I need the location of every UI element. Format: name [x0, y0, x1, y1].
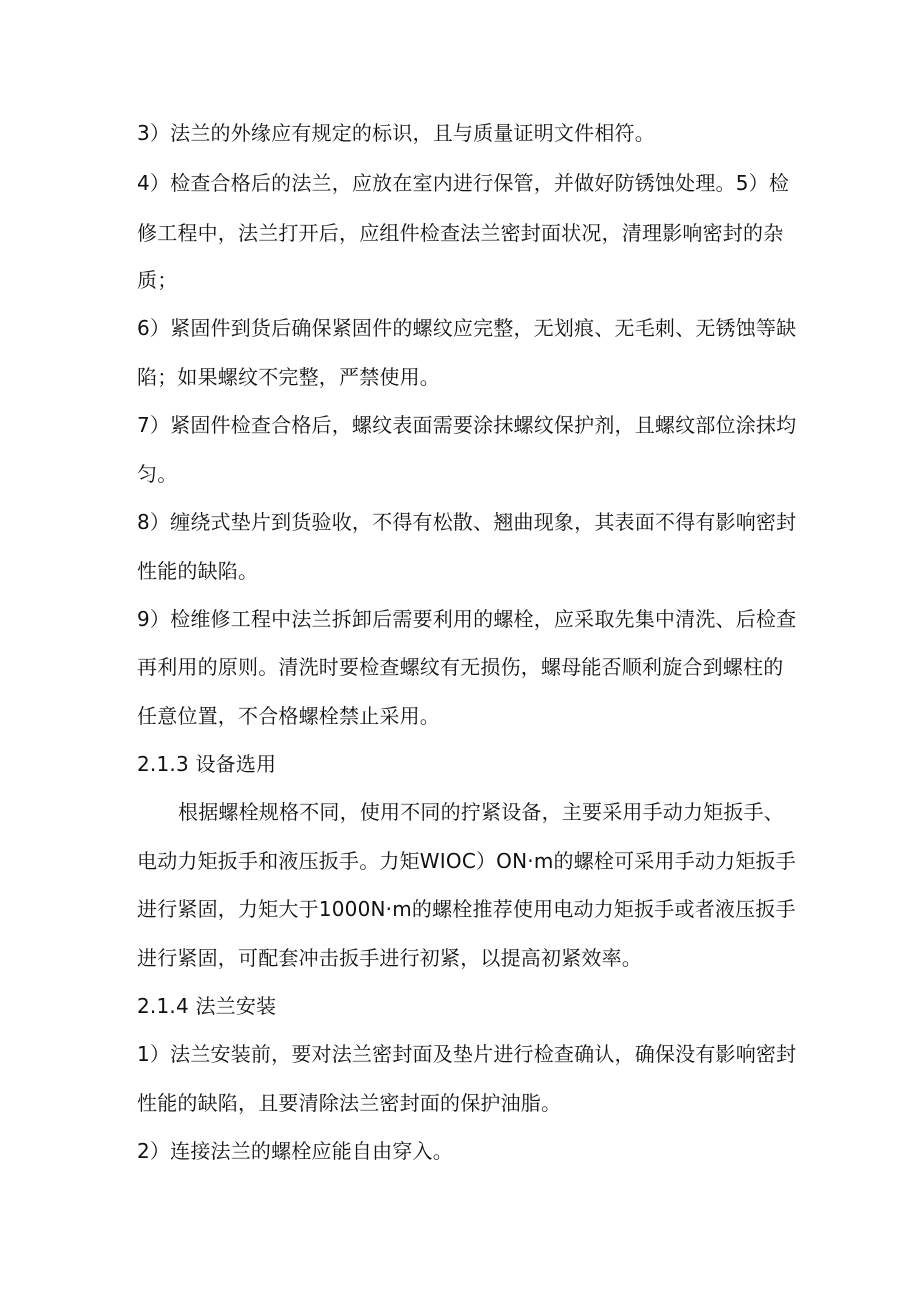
paragraph-line-2: 电动力矩扳手和液压扳手。力矩WIOC）ON·m的螺栓可采用手动力矩扳手 — [137, 849, 796, 873]
list-item-9-line-2: 再利用的原则。清洗时要检查螺纹有无损伤，螺母能否顺利旋合到螺柱的 — [137, 655, 784, 679]
paragraph-line-1: 根据螺栓规格不同，使用不同的拧紧设备，主要采用手动力矩扳手、 — [178, 800, 784, 824]
section-heading-2-1-4: 2.1.4 法兰安装 — [137, 994, 277, 1018]
paragraph-line-3: 进行紧固，力矩大于1000N·m的螺栓推荐使用电动力矩扳手或者液压扳手 — [137, 897, 796, 921]
list-item-4-line-3: 质； — [137, 268, 178, 292]
paragraph-line-4: 进行紧固，可配套冲击扳手进行初紧，以提高初紧效率。 — [137, 946, 642, 970]
list-item-8-line-2: 性能的缺陷。 — [137, 559, 259, 583]
section-heading-2-1-3: 2.1.3 设备选用 — [137, 752, 277, 776]
list-item-9-line-1: 9）检维修工程中法兰拆卸后需要利用的螺栓，应采取先集中清洗、后检查 — [137, 607, 797, 631]
list-item-4-line-1: 4）检查合格后的法兰，应放在室内进行保管，并做好防锈蚀处理。5）检 — [137, 171, 790, 195]
list-item-6-line-2: 陷；如果螺纹不完整，严禁使用。 — [137, 365, 440, 389]
list-item-7-line-2: 匀。 — [137, 462, 178, 486]
list-item-6-line-1: 6）紧固件到货后确保紧固件的螺纹应完整，无划痕、无毛刺、无锈蚀等缺 — [137, 316, 797, 340]
list-item-4-line-2: 修工程中，法兰打开后，应组件检查法兰密封面状况，清理影响密封的杂 — [137, 221, 784, 245]
list-item-2: 2）连接法兰的螺栓应能自由穿入。 — [137, 1139, 453, 1163]
list-item-7-line-1: 7）紧固件检查合格后，螺纹表面需要涂抹螺纹保护剂，且螺纹部位涂抹均 — [137, 413, 797, 437]
list-item-8-line-1: 8）缠绕式垫片到货验收，不得有松散、翘曲现象，其表面不得有影响密封 — [137, 510, 797, 534]
list-item-3: 3）法兰的外缘应有规定的标识，且与质量证明文件相符。 — [137, 121, 655, 145]
list-item-9-line-3: 任意位置，不合格螺栓禁止采用。 — [137, 704, 440, 728]
list-item-1-line-2: 性能的缺陷，且要清除法兰密封面的保护油脂。 — [137, 1091, 562, 1115]
list-item-1-line-1: 1）法兰安装前，要对法兰密封面及垫片进行检查确认，确保没有影响密封 — [137, 1042, 797, 1066]
